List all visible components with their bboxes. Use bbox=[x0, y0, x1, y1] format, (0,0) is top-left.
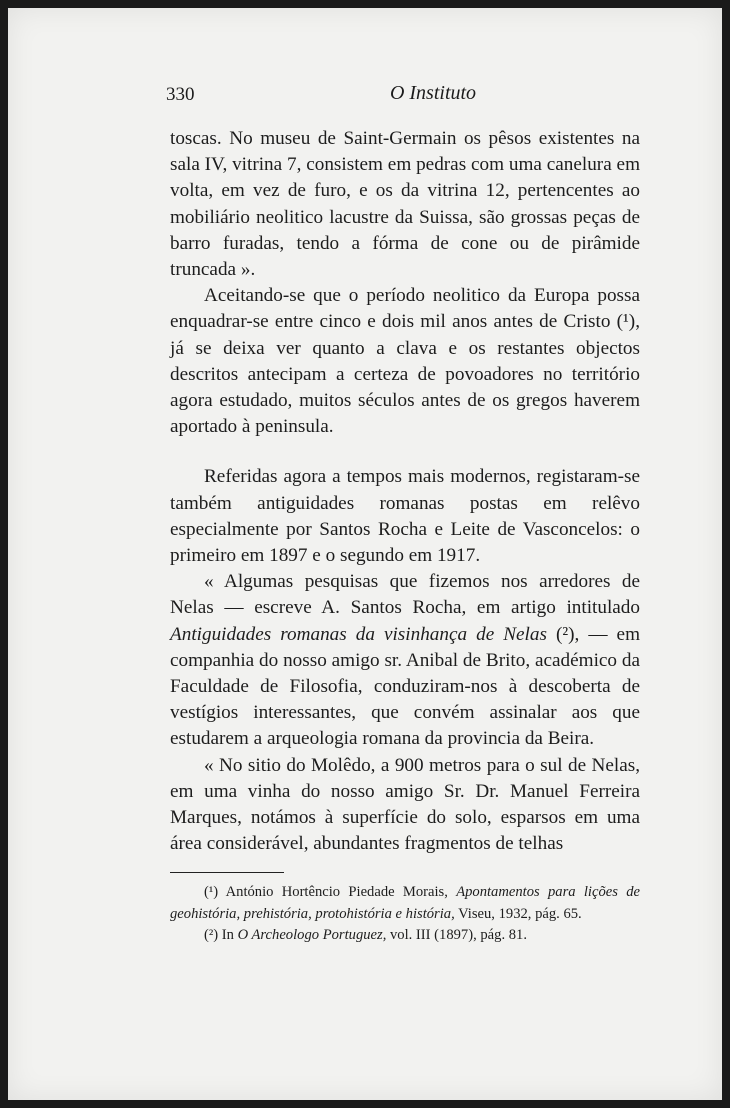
paragraph-roman-antiquities: Referidas agora a tempos mais modernos, registaram-se também antiguidades romanas postas em relêvo especialmente por Santos Rocha e Leite de Vasconcelos: o primeiro em 1897 e o segundo em 1917. bbox=[170, 466, 640, 567]
footnote-1-details: Viseu, 1932, pág. 65. bbox=[454, 905, 582, 922]
paragraph-continuation: toscas. No museu de Saint-Germain os pêsos existentes na sala IV, vitrina 7, consistem em pedras com uma canelura em volta, em vez de furo, e os da vitrina 12, pertencentes ao mobiliário neolitico lacustre da Suissa, são grossas peças de barro furadas, tendo a fórma de cone ou de pirâmide truncada ». bbox=[170, 128, 640, 281]
footnote-2-details: vol. III (1897), pág. 81. bbox=[386, 927, 527, 943]
quotation-text-after: (²), — em companhia do nosso amigo sr. Anibal de Brito, académico da Faculdade de Filosofia, conduziram-nos à descoberta de vestígios interessantes, que convém assinalar aos que estudarem a arqueologia romana da provincia da Beira. bbox=[170, 623, 640, 750]
footnote-1 bbox=[170, 882, 640, 925]
footnote-2-marker: (²) bbox=[204, 927, 219, 943]
page-number: 330 bbox=[166, 84, 195, 105]
paragraph-moledo: « No sitio do Molêdo, a 900 metros para o sul de Nelas, em uma vinha do nosso amigo Sr. Dr. Manuel Ferreira Marques, notámos à superfície do solo, esparsos em uma área considerável, abundantes fragmentos de telhas bbox=[170, 754, 640, 855]
body-text bbox=[170, 126, 640, 857]
footnote-divider bbox=[170, 872, 284, 873]
running-title: O Instituto bbox=[389, 82, 477, 104]
footnote-1-author: António Hortêncio Piedade Morais, bbox=[218, 884, 457, 900]
footnote-2 bbox=[170, 925, 640, 947]
footnote-2-prefix: In bbox=[218, 927, 238, 943]
footnotes bbox=[170, 882, 640, 947]
footnote-1-marker: (¹) bbox=[204, 884, 219, 900]
page-header bbox=[166, 80, 640, 114]
section-gap bbox=[170, 440, 640, 464]
paragraph-quotation bbox=[170, 569, 640, 752]
quotation-text-before: « Algumas pesquisas que fizemos nos arredores de Nelas — escreve A. Santos Rocha, em artigo intitulado bbox=[170, 571, 640, 619]
article-title: Antiguidades romanas da visinhança de Nelas bbox=[170, 623, 547, 645]
paragraph-neolithic: Aceitando-se que o período neolitico da Europa possa enquadrar-se entre cinco e dois mil anos antes de Cristo (¹), já se deixa ver quanto a clava e os restantes objectos descritos antecipam a certeza de povoadores no território agora estudado, muitos séculos antes de os gregos haverem aportado à peninsula. bbox=[170, 285, 640, 438]
footnote-2-title: O Archeologo Portuguez, bbox=[237, 927, 387, 943]
footnote-1-title: Apontamentos para lições de geohistória, prehistória, protohistória e história, bbox=[170, 884, 640, 922]
